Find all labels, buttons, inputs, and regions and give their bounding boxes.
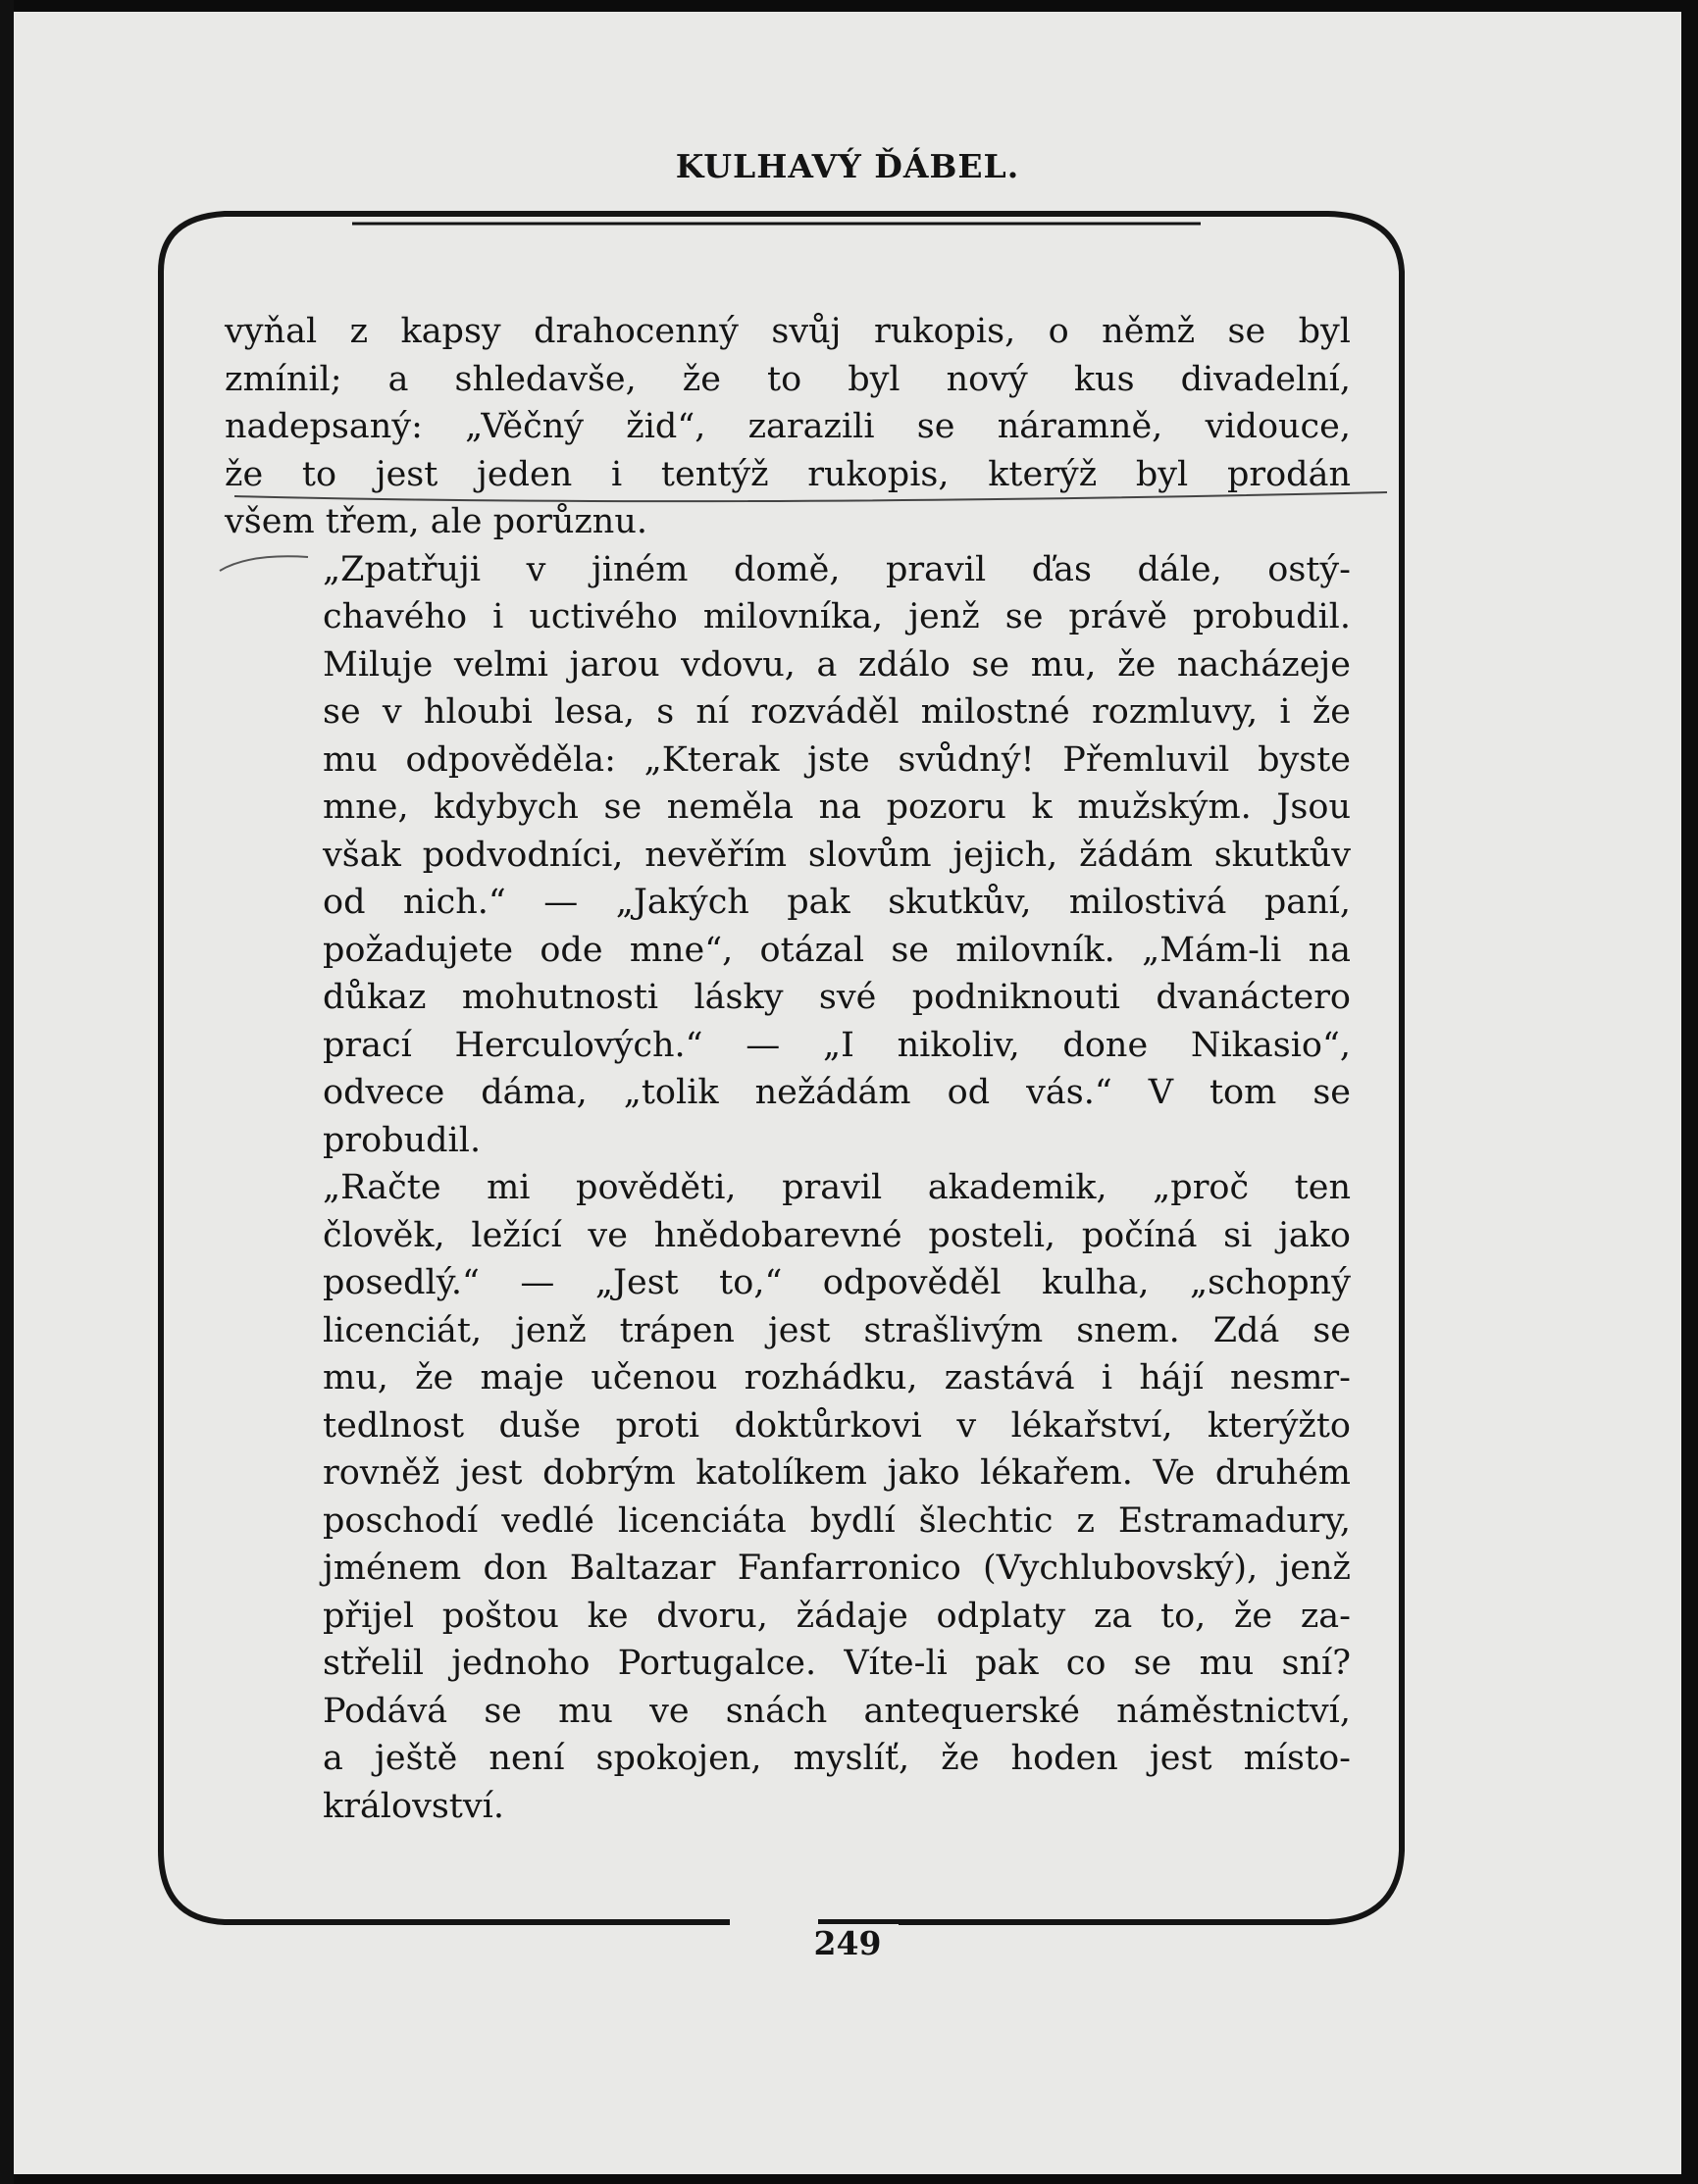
text-line: posedlý.“ — „Jest to,“ odpověděl kulha, „schopný xyxy=(323,1263,1351,1302)
text-line: od nich.“ — „Jakých pak skutkův, milostivá paní, xyxy=(323,883,1351,922)
page-number: 249 xyxy=(14,1924,1681,1962)
text-line: poschodí vedlé licenciáta bydlí šlechtic z Estramadury, xyxy=(323,1500,1351,1541)
text-line: všem třem, ale porůznu. xyxy=(225,502,648,541)
paragraph xyxy=(225,546,1351,1165)
text-line: zmínil; a shledavše, že to byl nový kus divadelní, xyxy=(225,359,1351,399)
text-line: odvece dáma, „tolik nežádám od vás.“ V tom se xyxy=(323,1073,1351,1112)
text-line: střelil jednoho Portugalce. Víte-li pak co se mu sní? xyxy=(323,1644,1351,1683)
text-line: nadepsaný: „Věčný žid“, zarazili se náramně, vidouce, xyxy=(225,407,1351,446)
body-text xyxy=(225,308,1351,1830)
text-line: Podává se mu ve snách antequerské náměstnictví, xyxy=(323,1691,1351,1731)
running-head: KULHAVÝ ĎÁBEL. xyxy=(675,147,1020,185)
text-line: vyňal z kapsy drahocenný svůj rukopis, o němž se byl xyxy=(225,312,1351,351)
text-line: licenciát, jenž trápen jest strašlivým snem. Zdá se xyxy=(323,1310,1351,1350)
text-line: však podvodníci, nevěřím slovům jejich, žádám skutkův xyxy=(323,835,1351,875)
text-line: Miluje velmi jarou vdovu, a zdálo se mu, že nacházeje xyxy=(323,644,1351,685)
text-line: tedlnost duše proti doktůrkovi v lékařství, kterýžto xyxy=(323,1405,1351,1446)
book-page xyxy=(14,12,1681,2174)
paragraph xyxy=(225,308,1351,546)
scan-edge xyxy=(0,0,14,2184)
text-line: člověk, ležící ve hnědobarevné posteli, počíná si jako xyxy=(323,1215,1351,1255)
text-line: mu odpověděla: „Kterak jste svůdný! Přemluvil byste xyxy=(323,739,1351,780)
text-line: království. xyxy=(323,1786,504,1826)
text-line: probudil. xyxy=(323,1120,482,1160)
text-line: rovněž jest dobrým katolíkem jako lékařem. Ve druhém xyxy=(323,1453,1351,1493)
text-line: přijel poštou ke dvoru, žádaje odplaty za to, že za- xyxy=(323,1596,1351,1636)
text-line: požadujete ode mne“, otázal se milovník. „Mám-li na xyxy=(323,930,1351,970)
text-line: prací Herculových.“ — „I nikoliv, done Nikasio“, xyxy=(323,1025,1351,1065)
text-line: „Račte mi pověděti, pravil akademik, „proč ten xyxy=(323,1168,1351,1207)
text-line: jménem don Baltazar Fanfarronico (Vychlubovský), jenž xyxy=(323,1549,1351,1588)
text-line: chavého i uctivého milovníka, jenž se právě probudil. xyxy=(323,597,1351,636)
text-line: že to jest jeden i tentýž rukopis, kterýž byl prodán xyxy=(225,454,1351,494)
text-line: „Zpatřuji v jiném domě, pravil ďas dále, ostý- xyxy=(323,549,1351,589)
paragraph xyxy=(225,1164,1351,1830)
text-line: důkaz mohutnosti lásky své podniknouti dvanáctero xyxy=(323,978,1351,1017)
text-line: a ještě není spokojen, myslíť, že hoden jest místo- xyxy=(323,1739,1351,1778)
text-line: mu, že maje učenou rozhádku, zastává i hájí nesmr- xyxy=(323,1358,1351,1397)
text-line: se v hloubi lesa, s ní rozváděl milostné rozmluvy, i že xyxy=(323,692,1351,732)
text-line: mne, kdybych se neměla na pozoru k mužským. Jsou xyxy=(323,787,1351,827)
